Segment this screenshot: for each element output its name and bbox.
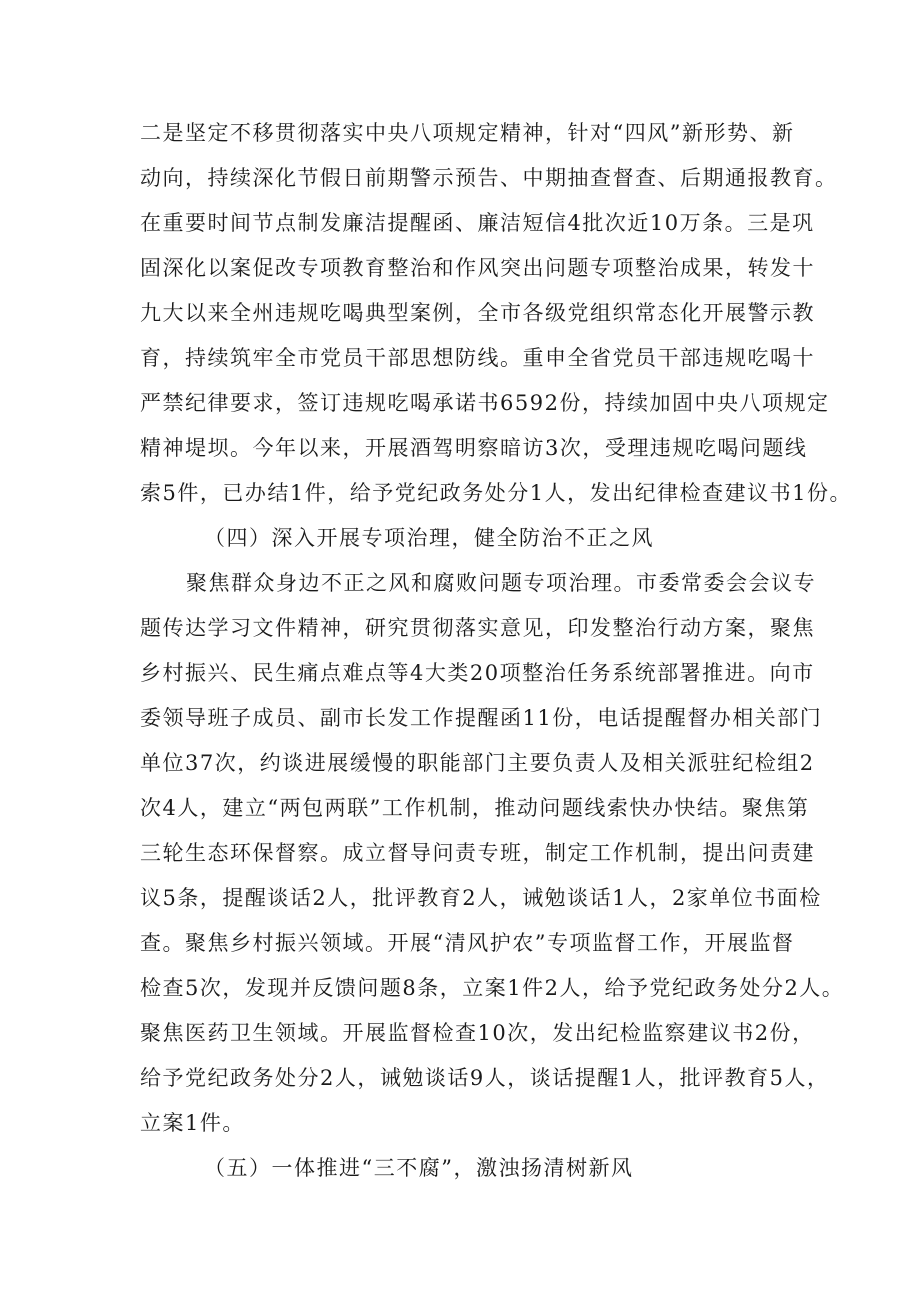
text-line: 议5条，提醒谈话2人，批评教育2人，诫勉谈话1人，2家单位书面检	[140, 886, 822, 910]
text-line: 检查5次，发现并反馈问题8条，立案1件2人，给予党纪政务处分2人。	[140, 976, 845, 1000]
text-line: 动向，持续深化节假日前期警示预告、中期抽查督查、后期通报教育。	[140, 166, 838, 190]
text-line: 精神堤坝。今年以来，开展酒驾明察暗访3次，受理违规吃喝问题线	[140, 436, 808, 460]
text-line: 给予党纪政务处分2人，诫勉谈话9人，谈话提醒1人，批评教育5人，	[140, 1066, 830, 1090]
text-line: 委领导班子成员、副市长发工作提醒函11份，电话提醒督办相关部门	[140, 706, 823, 730]
text-line: 索5件，已办结1件，给予党纪政务处分1人，发出纪律检查建议书1份。	[140, 481, 852, 505]
text-line: 育，持续筑牢全市党员干部思想防线。重申全省党员干部违规吃喝十	[140, 346, 815, 370]
text-line: 三轮生态环保督察。成立督导问责专班，制定工作机制，提出问责建	[140, 841, 815, 865]
text-line: 次4人，建立“两包两联”工作机制，推动问题线索快办快结。聚焦第	[140, 796, 810, 820]
text-line: 九大以来全州违规吃喝典型案例，全市各级党组织常态化开展警示教	[140, 301, 815, 325]
text-line: 乡村振兴、民生痛点难点等4大类20项整治任务系统部署推进。向市	[140, 661, 815, 685]
text-line: 严禁纪律要求，签订违规吃喝承诺书6592份，持续加固中央八项规定	[140, 391, 830, 415]
text-line: 聚焦医药卫生领域。开展监督检查10次，发出纪检监察建议书2份，	[140, 1021, 815, 1045]
text-line: 题传达学习文件精神，研究贯彻落实意见，印发整治行动方案，聚焦	[140, 616, 815, 640]
section-heading-4: （四）深入开展专项治理，健全防治不正之风	[204, 526, 654, 550]
text-line: 查。聚焦乡村振兴领域。开展“清风护农”专项监督工作，开展监督	[140, 931, 795, 955]
text-line: 固深化以案促改专项教育整治和作风突出问题专项整治成果，转发十	[140, 256, 815, 280]
text-line: 聚焦群众身边不正之风和腐败问题专项治理。市委常委会会议专	[186, 571, 816, 595]
text-line: 二是坚定不移贯彻落实中央八项规定精神，针对“四风”新形势、新	[140, 121, 795, 145]
text-line: 单位37次，约谈进展缓慢的职能部门主要负责人及相关派驻纪检组2	[140, 751, 815, 775]
section-heading-5: （五）一体推进“三不腐”，激浊扬清树新风	[204, 1156, 634, 1180]
text-line: 立案1件。	[140, 1111, 245, 1135]
text-line: 在重要时间节点制发廉洁提醒函、廉洁短信4批次近10万条。三是巩	[140, 211, 815, 235]
